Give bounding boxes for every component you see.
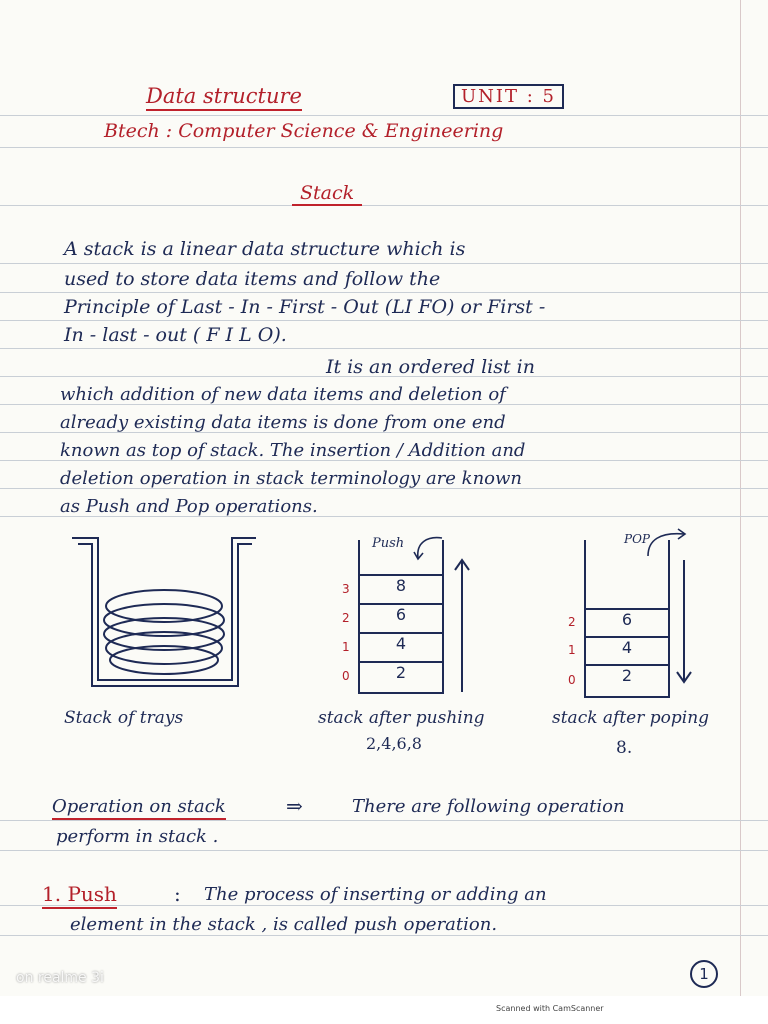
- topic-title: Stack: [292, 182, 362, 206]
- body-line: deletion operation in stack terminology are known: [60, 468, 522, 489]
- stack-cell: 4: [360, 632, 442, 661]
- operations-text: There are following operation: [352, 796, 625, 817]
- tray-stack-drawing: [60, 530, 260, 710]
- ruled-line: [0, 935, 768, 936]
- push-colon: :: [174, 882, 181, 906]
- stack-index: 0: [568, 673, 576, 687]
- ruled-line: [0, 348, 768, 349]
- stack-index: 1: [342, 640, 350, 654]
- subject-title: Data structure: [146, 84, 302, 111]
- stack-cell: 6: [360, 603, 442, 632]
- unit-badge: [453, 86, 564, 107]
- push-values-caption: 2,4,6,8: [366, 734, 422, 753]
- push-heading: 1. Push: [42, 882, 117, 909]
- push-description: The process of inserting or adding an: [204, 884, 547, 905]
- body-line: It is an ordered list in: [326, 356, 535, 378]
- page-number: 1: [690, 960, 718, 988]
- scanner-footer: [0, 996, 768, 1024]
- stack-cell: 8: [360, 574, 442, 603]
- pop-stack: [584, 540, 670, 698]
- stack-cell: 2: [586, 664, 668, 694]
- body-line: which addition of new data items and deletion of: [60, 384, 506, 405]
- ruled-line: [0, 820, 768, 821]
- ruled-line: [0, 292, 768, 293]
- ruled-line: [0, 263, 768, 264]
- pop-label: POP: [624, 532, 650, 546]
- pop-values-caption: 8.: [616, 738, 633, 758]
- push-label: Push: [372, 536, 405, 551]
- body-line: known as top of stack. The insertion / Addition and: [60, 440, 526, 461]
- operations-heading: Operation on stack: [52, 796, 226, 820]
- down-arrow-icon: [674, 556, 694, 686]
- margin-line: [740, 0, 741, 1024]
- body-line: A stack is a linear data structure which is: [64, 238, 466, 260]
- stack-index: 1: [568, 643, 576, 657]
- ruled-line: [0, 205, 768, 206]
- body-line: Principle of Last - In - First - Out (LI FO) or First -: [64, 296, 546, 318]
- ruled-line: [0, 147, 768, 148]
- stack-index: 3: [342, 582, 350, 596]
- stack-cell: 2: [360, 661, 442, 690]
- camera-watermark: on realme 3i: [16, 970, 104, 986]
- unit-label: UNIT : 5: [453, 84, 564, 109]
- body-line: In - last - out ( F I L O).: [64, 324, 287, 346]
- stack-index: 2: [568, 615, 576, 629]
- trays-caption: Stack of trays: [64, 708, 184, 728]
- stack-cell: 4: [586, 636, 668, 664]
- push-description: element in the stack , is called push operation.: [70, 914, 498, 935]
- body-line: as Push and Pop operations.: [60, 496, 318, 517]
- pop-caption: stack after poping: [552, 708, 710, 728]
- push-caption: stack after pushing: [318, 708, 485, 728]
- ruled-line: [0, 850, 768, 851]
- scanner-label: Scanned with CamScanner: [496, 1004, 604, 1013]
- body-line: used to store data items and follow the: [64, 268, 441, 290]
- up-arrow-icon: [452, 556, 472, 696]
- stack-cell: 6: [586, 608, 668, 636]
- stack-index: 2: [342, 611, 350, 625]
- ruled-line: [0, 320, 768, 321]
- push-stack: [358, 540, 444, 694]
- operations-text: perform in stack .: [56, 826, 219, 847]
- course-title: Btech : Computer Science & Engineering: [104, 120, 504, 142]
- stack-index: 0: [342, 669, 350, 683]
- ruled-line: [0, 115, 768, 116]
- body-line: already existing data items is done from one end: [60, 412, 506, 433]
- implies-arrow: ⇒: [286, 794, 303, 818]
